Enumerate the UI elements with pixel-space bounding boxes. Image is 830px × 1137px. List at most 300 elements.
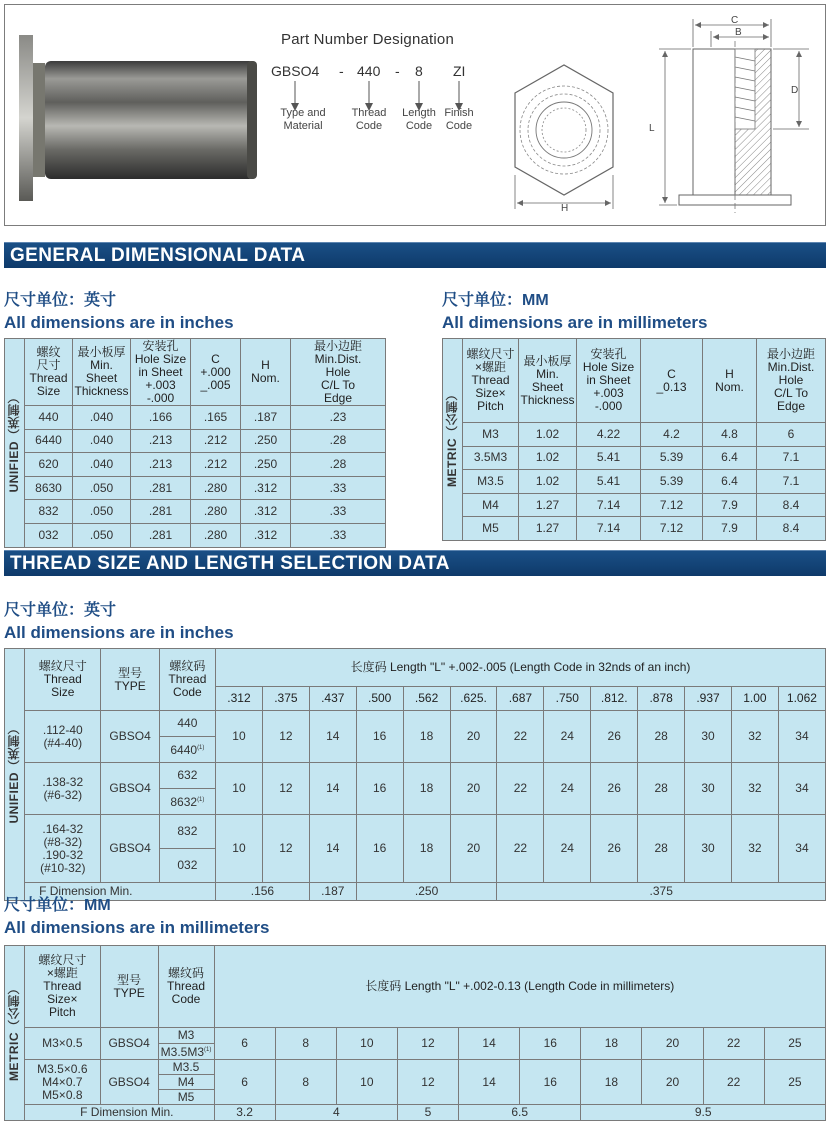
column-header-line: Code [173, 685, 202, 699]
thread-code-text: 032 [177, 858, 198, 872]
thread-code-cell: 440 [159, 711, 215, 737]
type-cell: GBSO4 [101, 763, 159, 815]
column-header-line: ×螺距 [474, 360, 506, 374]
column-header [25, 649, 101, 711]
footnote-marker: (1) [197, 745, 205, 751]
length-code-cell: 16 [520, 1028, 581, 1060]
table-cell: 7.14 [577, 517, 641, 541]
pn-length-code: 8 [415, 63, 423, 79]
column-header-line: Thickness [520, 392, 575, 407]
thread-size-line: (#4-40) [43, 735, 83, 750]
column-header-line: Thread [471, 373, 510, 387]
column-header-line: Pitch [477, 399, 504, 413]
length-code-cell: 32 [731, 815, 778, 883]
column-header-line: H [725, 366, 734, 381]
thread-code-cell [159, 849, 215, 883]
column-header-line: C [667, 366, 676, 381]
length-code-cell: 34 [778, 815, 825, 883]
thread-size-cell [25, 763, 101, 815]
standoff-photo [19, 35, 259, 201]
f-dimension-value: .156 [216, 883, 310, 901]
table-cell: 1.02 [519, 423, 577, 447]
pn-dash: - [395, 63, 400, 79]
product-figure-panel [4, 4, 826, 226]
column-header-line: TYPE [113, 985, 145, 1000]
column-header-line: Hole Size [134, 351, 187, 366]
length-value: 1.00 [731, 687, 778, 711]
thread-size-line: .138-32 [42, 774, 84, 789]
table-cell: 8630 [25, 476, 73, 500]
unit-label-en: All dimensions are in millimeters [442, 313, 708, 332]
length-code-cell: 8 [275, 1028, 336, 1060]
hex-top-view-drawing [505, 63, 623, 213]
column-header-line: 最小板厚 [77, 345, 126, 359]
length-code-cell: 10 [336, 1028, 397, 1060]
column-header-line: _.005 [200, 377, 231, 392]
f-dimension-value: 6.5 [459, 1105, 581, 1121]
table-cell: M3.5 [463, 470, 519, 494]
length-code-cell: 26 [591, 815, 638, 883]
thread-size-line: (#8-32) [43, 834, 83, 849]
length-value: 1.062 [778, 687, 825, 711]
length-code-cell: 20 [642, 1060, 703, 1105]
column-header-line: +.003 [145, 377, 176, 392]
side-section-drawing [645, 13, 825, 219]
length-value: .625. [450, 687, 497, 711]
column-header-line: C [211, 351, 220, 366]
column-header-line: 安装孔 [142, 338, 179, 353]
table-row [443, 423, 826, 447]
table-row [5, 476, 386, 500]
f-dimension-label: F Dimension Min. [25, 883, 216, 901]
table-cell: .040 [73, 406, 131, 430]
footnote-marker: (1) [204, 1047, 212, 1053]
type-cell: GBSO4 [101, 711, 159, 763]
type-cell: GBSO4 [101, 815, 159, 883]
length-value: .750 [544, 687, 591, 711]
column-header-line: in Sheet [138, 364, 183, 379]
length-code-cell: 12 [397, 1060, 458, 1105]
selection-inch-table [4, 648, 826, 901]
section-header-general: GENERAL DIMENSIONAL DATA [4, 242, 826, 268]
length-code-cell: 28 [638, 815, 685, 883]
dim-c-label: C [731, 15, 739, 26]
pn-thread-code: 440 [357, 63, 381, 79]
column-header-line: 螺纹尺寸 [38, 659, 87, 673]
length-code-cell: 18 [403, 815, 450, 883]
column-header-line: 最小板厚 [523, 353, 572, 368]
dim-l-label: L [649, 123, 655, 134]
table-cell: M5 [463, 517, 519, 541]
side-label [5, 946, 25, 1121]
table-cell: 440 [25, 406, 73, 430]
side-label [443, 339, 463, 541]
column-header [131, 339, 191, 406]
table-cell: 4.22 [577, 423, 641, 447]
thread-code-cell: M3 [158, 1028, 214, 1044]
column-header [100, 946, 158, 1028]
length-code-cell: 24 [544, 763, 591, 815]
table-cell: .213 [131, 453, 191, 477]
table-cell: 6 [757, 423, 826, 447]
length-code-cell: 6 [214, 1060, 275, 1105]
length-value: .562 [403, 687, 450, 711]
table-cell: 7.9 [703, 493, 757, 517]
column-header-line: C/L To [773, 386, 809, 400]
thread-size-line: M3.5×0.6 [37, 1061, 88, 1076]
table-cell: 032 [25, 523, 73, 547]
thread-size-line: (#10-32) [40, 860, 86, 875]
length-code-cell: 18 [581, 1028, 642, 1060]
table-cell: 7.12 [641, 493, 703, 517]
thread-size-line: (#6-32) [43, 787, 83, 802]
length-code-cell: 32 [731, 763, 778, 815]
length-code-cell: 22 [497, 711, 544, 763]
thread-code-cell: M4 [158, 1075, 214, 1090]
pn-label-thread: Thread Code [351, 107, 387, 132]
table-cell: 6.4 [703, 446, 757, 470]
unit-label-cn: 尺寸单位：英寸 [4, 292, 117, 309]
length-code-cell: 12 [262, 763, 309, 815]
dim-b-label: B [735, 27, 742, 38]
unit-label-en: All dimensions are in inches [4, 313, 234, 332]
column-header-line: Thread [29, 371, 68, 385]
thread-code-text: M3.5M3 [160, 1045, 205, 1059]
table-cell: .23 [291, 406, 386, 430]
f-dimension-value: 9.5 [581, 1105, 826, 1121]
column-header-line: Hole [778, 373, 804, 387]
column-header-line: -.000 [594, 399, 623, 413]
column-header [703, 339, 757, 423]
thread-code-cell [159, 789, 215, 815]
table-cell: .165 [191, 406, 241, 430]
length-code-cell: 28 [638, 711, 685, 763]
side-label [5, 649, 25, 901]
table-cell: .33 [291, 476, 386, 500]
column-header-line: Thread [43, 672, 82, 686]
dim-d-label: D [791, 85, 799, 96]
length-code-cell: 24 [544, 815, 591, 883]
thread-size-cell [24, 1060, 100, 1105]
thread-code-cell: 632 [159, 763, 215, 789]
pn-label-type: Type and Material [280, 107, 326, 132]
thread-code-cell [159, 737, 215, 763]
thread-code-cell: 832 [159, 815, 215, 849]
table-cell: 7.12 [641, 517, 703, 541]
column-header [158, 946, 214, 1028]
column-header-line: Min. [90, 358, 113, 372]
f-dimension-value: .375 [497, 883, 826, 901]
column-header-line: Min. [536, 366, 559, 381]
column-header-line: Hole Size [582, 360, 635, 374]
table-cell: .187 [241, 406, 291, 430]
column-header [291, 339, 386, 406]
length-header: 长度码 Length "L" +.002-.005 (Length Code in 32nds of an inch) [216, 649, 826, 687]
length-code-cell: 25 [764, 1028, 825, 1060]
f-dimension-value: 5 [397, 1105, 458, 1121]
column-header-line: Thread [168, 672, 207, 686]
table-cell: 5.39 [641, 446, 703, 470]
length-code-cell: 22 [703, 1028, 764, 1060]
table-cell: 832 [25, 500, 73, 524]
table-cell: M3 [463, 423, 519, 447]
table-row [5, 453, 386, 477]
table-cell: .312 [241, 476, 291, 500]
table-cell: 5.41 [577, 446, 641, 470]
length-code-cell: 6 [214, 1028, 275, 1060]
table-cell: 7.14 [577, 493, 641, 517]
length-code-cell: 8 [275, 1060, 336, 1105]
length-code-cell: 14 [309, 815, 356, 883]
column-header-line: _0.13 [656, 379, 687, 394]
column-header-line: 螺纹 [36, 345, 61, 359]
side-label-text: METRIC（公制） [445, 388, 459, 488]
column-header-line: +.000 [200, 364, 231, 379]
table-cell: .28 [291, 453, 386, 477]
general-mm-table [442, 338, 826, 541]
thread-size-line: .112-40 [42, 722, 83, 737]
column-header [101, 649, 159, 711]
column-header [757, 339, 826, 423]
column-header-line: Code [171, 992, 201, 1006]
length-code-cell: 14 [459, 1028, 520, 1060]
column-header-line: Edge [323, 390, 353, 405]
column-header-line: Min.Dist. [767, 360, 815, 374]
column-header-line: Min.Dist. [314, 351, 362, 366]
length-code-cell: 12 [397, 1028, 458, 1060]
length-code-cell: 20 [450, 763, 497, 815]
side-label-text: UNIFIED（英制） [7, 722, 22, 824]
column-header-line: 螺纹尺寸 [38, 953, 87, 967]
column-header-line: Thread [167, 979, 206, 993]
length-code-cell: 22 [497, 815, 544, 883]
column-header-line: Size× [47, 992, 78, 1006]
column-header-line: Size [36, 384, 61, 398]
column-header-line: Thread [43, 979, 82, 993]
thread-code-text: 8632 [170, 795, 198, 809]
table-cell: .250 [241, 429, 291, 453]
table-cell: 4.8 [703, 423, 757, 447]
f-dimension-value: 4 [275, 1105, 397, 1121]
column-header-line: Pitch [48, 1005, 76, 1019]
section-header-thread: THREAD SIZE AND LENGTH SELECTION DATA [4, 550, 826, 576]
column-header-line: Hole [325, 364, 351, 379]
table-cell: .312 [241, 500, 291, 524]
table-cell: .280 [191, 500, 241, 524]
table-cell: 6.4 [703, 470, 757, 494]
table-row [5, 523, 386, 547]
length-code-cell: 34 [778, 763, 825, 815]
column-header-line: Sheet [85, 371, 118, 385]
length-code-cell: 10 [216, 711, 263, 763]
length-code-cell: 24 [544, 711, 591, 763]
length-code-cell: 14 [309, 763, 356, 815]
column-header [159, 649, 215, 711]
length-value: .375 [262, 687, 309, 711]
thread-size-cell [25, 711, 101, 763]
length-code-cell: 30 [685, 763, 732, 815]
f-dimension-value: .187 [309, 883, 356, 901]
table-cell: 7.1 [757, 446, 826, 470]
column-header [577, 339, 641, 423]
table-cell: .040 [73, 429, 131, 453]
thread-size-line: .164-32 [42, 821, 84, 836]
length-value: .878 [638, 687, 685, 711]
table-cell: 1.27 [519, 517, 577, 541]
column-header-line: ×螺距 [46, 966, 78, 980]
length-code-cell: 22 [703, 1060, 764, 1105]
length-value: .687 [497, 687, 544, 711]
thread-code-text: 6440 [170, 743, 198, 757]
table-row [5, 406, 386, 430]
table-row [5, 429, 386, 453]
length-code-cell: 30 [685, 711, 732, 763]
table-cell: 7.1 [757, 470, 826, 494]
pn-finish-code: ZI [453, 63, 466, 79]
length-code-cell: 34 [778, 711, 825, 763]
length-code-cell: 26 [591, 763, 638, 815]
table-cell: .040 [73, 453, 131, 477]
column-header-line: TYPE [114, 678, 146, 693]
column-header-line: Nom. [715, 379, 744, 394]
length-header: 长度码 Length "L" +.002-0.13 (Length Code in millimeters) [214, 946, 826, 1028]
length-code-cell: 22 [497, 763, 544, 815]
column-header-line: 型号 [117, 972, 142, 987]
length-code-cell: 16 [356, 815, 403, 883]
side-label-text: UNIFIED（英制） [7, 390, 21, 493]
unit-label-en: All dimensions are in inches [4, 623, 234, 642]
table-cell: 8.4 [757, 493, 826, 517]
length-code-cell: 18 [403, 711, 450, 763]
column-header-line: Thickness [74, 384, 129, 398]
thread-code-cell [158, 1044, 214, 1060]
length-code-cell: 10 [216, 815, 263, 883]
thread-size-cell [24, 1028, 100, 1060]
column-header-line: 尺寸 [36, 358, 61, 372]
length-code-cell: 20 [450, 815, 497, 883]
table-cell: 5.39 [641, 470, 703, 494]
length-code-cell: 16 [356, 763, 403, 815]
column-header-line: Size× [475, 386, 506, 400]
column-header [191, 339, 241, 406]
column-header-line: in Sheet [586, 373, 631, 387]
table-row [443, 493, 826, 517]
pn-label-finish: Finish Code [444, 107, 474, 132]
column-header-line: 安装孔 [590, 347, 627, 361]
column-header-line: H [261, 358, 270, 372]
column-header-line: 最小边距 [766, 347, 815, 361]
thread-size-line: M5×0.8 [42, 1087, 83, 1102]
type-cell: GBSO4 [100, 1060, 158, 1105]
side-label [5, 339, 25, 548]
side-label-text: METRIC（公制） [6, 982, 21, 1081]
column-header [24, 946, 100, 1028]
column-header-line: Edge [776, 399, 806, 413]
column-header [519, 339, 577, 423]
table-row [443, 446, 826, 470]
thread-size-line: .190-32 [42, 847, 84, 862]
column-header [241, 339, 291, 406]
table-cell: 4.2 [641, 423, 703, 447]
table-cell: .312 [241, 523, 291, 547]
length-value: .812. [591, 687, 638, 711]
table-cell: .213 [131, 429, 191, 453]
thread-size-line: M3×0.5 [42, 1036, 83, 1050]
column-header-line: 最小边距 [313, 338, 362, 353]
table-cell: .280 [191, 476, 241, 500]
length-code-cell: 14 [459, 1060, 520, 1105]
table-cell: 7.9 [703, 517, 757, 541]
table-cell: .281 [131, 523, 191, 547]
table-row [443, 470, 826, 494]
length-code-cell: 16 [520, 1060, 581, 1105]
column-header-line: +.003 [593, 386, 624, 400]
column-header-line: Nom. [251, 371, 280, 385]
unit-label-en: All dimensions are in millimeters [4, 918, 270, 937]
unit-label-cn: 尺寸单位：MM [4, 897, 111, 914]
column-header [463, 339, 519, 423]
column-header-line: 螺纹尺寸 [466, 347, 515, 361]
table-cell: 1.27 [519, 493, 577, 517]
length-value: .437 [309, 687, 356, 711]
unit-label-cn: 尺寸单位：MM [442, 292, 549, 309]
length-code-cell: 16 [356, 711, 403, 763]
pn-dash: - [339, 63, 344, 79]
length-code-cell: 14 [309, 711, 356, 763]
table-cell: M4 [463, 493, 519, 517]
f-dimension-label: F Dimension Min. [24, 1105, 214, 1121]
length-code-cell: 18 [581, 1060, 642, 1105]
length-code-cell: 25 [764, 1060, 825, 1105]
length-code-cell: 20 [450, 711, 497, 763]
table-cell: .050 [73, 476, 131, 500]
table-cell: .250 [241, 453, 291, 477]
column-header-line: 螺纹码 [168, 966, 205, 980]
table-cell: 8.4 [757, 517, 826, 541]
length-code-cell: 12 [262, 815, 309, 883]
table-cell: 1.02 [519, 470, 577, 494]
length-code-cell: 10 [216, 763, 263, 815]
footnote-marker: (1) [197, 797, 205, 803]
table-cell: .212 [191, 429, 241, 453]
column-header-line: 螺纹码 [169, 659, 206, 673]
column-header-line: -.000 [146, 390, 175, 405]
table-cell: .281 [131, 476, 191, 500]
length-value: .937 [685, 687, 732, 711]
length-code-cell: 28 [638, 763, 685, 815]
unit-label-cn: 尺寸单位：英寸 [4, 602, 117, 619]
column-header-line: Sheet [531, 379, 564, 394]
length-code-cell: 10 [336, 1060, 397, 1105]
length-code-cell: 20 [642, 1028, 703, 1060]
general-inch-table [4, 338, 386, 548]
column-header [73, 339, 131, 406]
table-cell: .281 [131, 500, 191, 524]
thread-size-cell [25, 815, 101, 883]
f-dimension-value: 3.2 [214, 1105, 275, 1121]
table-cell: 3.5M3 [463, 446, 519, 470]
thread-size-line: M4×0.7 [42, 1074, 83, 1089]
length-code-cell: 30 [685, 815, 732, 883]
length-code-cell: 18 [403, 763, 450, 815]
table-cell: .050 [73, 523, 131, 547]
table-cell: 1.02 [519, 446, 577, 470]
thread-code-cell: M3.5 [158, 1060, 214, 1075]
length-code-cell: 26 [591, 711, 638, 763]
length-value: .312 [216, 687, 263, 711]
type-cell: GBSO4 [100, 1028, 158, 1060]
table-cell: 6440 [25, 429, 73, 453]
